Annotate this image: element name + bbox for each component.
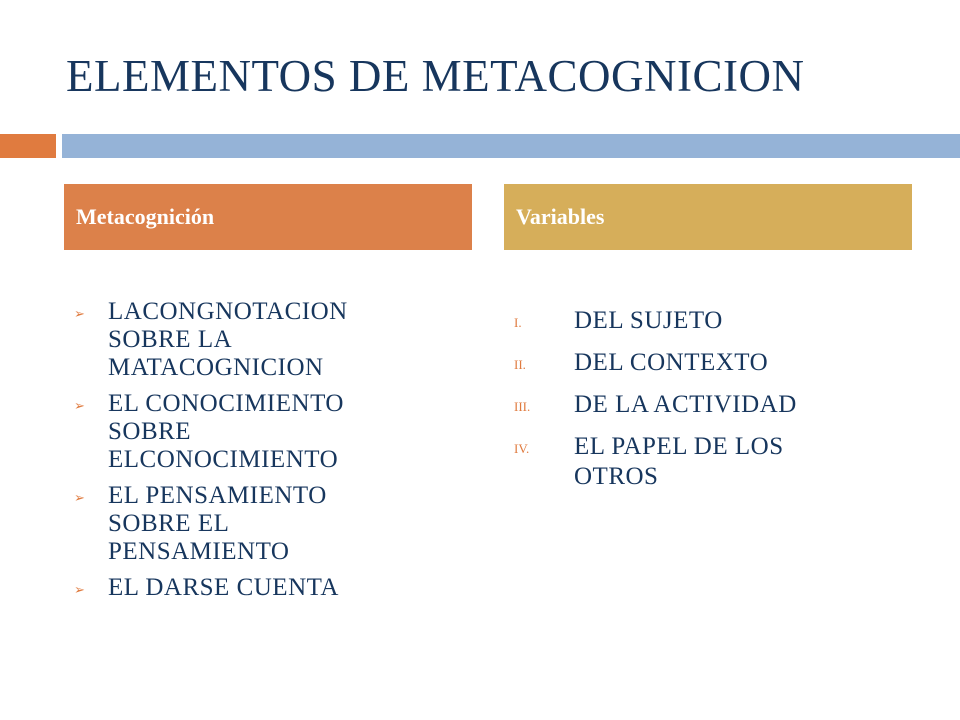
metacognicion-list-item-line: ELCONOCIMIENTO [108,446,339,473]
metacognicion-list-item-text [108,390,344,474]
variables-list-item-line: DEL SUJETO [574,307,723,334]
metacognicion-list-item-line: EL PENSAMIENTO [108,482,327,509]
variables-numbered-list [514,306,894,504]
metacognicion-list-item-text [108,298,348,382]
metacognicion-list-item-line: EL CONOCIMIENTO [108,390,344,417]
metacognicion-list-item [74,482,404,566]
variables-list-item-line: DE LA ACTIVIDAD [574,391,797,418]
variables-list-item-text [574,432,784,492]
variables-list-item-line: DEL CONTEXTO [574,349,769,376]
metacognicion-list-item [74,574,404,602]
metacognicion-list-item-line: SOBRE LA [108,326,233,353]
metacognicion-list-item-line: SOBRE EL [108,510,230,537]
slide-title: ELEMENTOS DE METACOGNICION [66,51,805,101]
metacognicion-header [64,184,472,250]
metacognicion-bullet-list [74,298,404,610]
metacognicion-header-label: Metacognición [76,204,215,229]
variables-list-item-text [574,306,723,336]
metacognicion-list-item-line: SOBRE [108,418,192,445]
variables-list-item [514,348,894,378]
arrow-bullet-icon: ➢ [74,491,85,506]
variables-header [504,184,912,250]
metacognicion-list-item-line: EL DARSE CUENTA [108,574,339,601]
metacognicion-list-item [74,390,404,474]
variables-list-item-line: EL PAPEL DE LOS [574,433,784,460]
arrow-bullet-icon: ➢ [74,583,85,598]
variables-list-item [514,432,894,492]
variables-list-item-text [574,390,797,420]
arrow-bullet-icon: ➢ [74,399,85,414]
variables-list-item-line: OTROS [574,463,659,490]
metacognicion-list-item-line: LACONGNOTACION [108,298,348,325]
metacognicion-list-item-text [108,574,339,602]
title-rule-blue [62,134,960,158]
variables-list-item [514,306,894,336]
roman-numeral-marker: I. [514,315,522,330]
metacognicion-list-item-text [108,482,327,566]
variables-list-item-text [574,348,768,378]
variables-header-label: Variables [516,204,605,229]
roman-numeral-marker: II. [514,357,526,372]
metacognicion-list-item [74,298,404,382]
arrow-bullet-icon: ➢ [74,307,85,322]
metacognicion-list-item-line: MATACOGNICION [108,354,324,381]
title-rule-orange [0,134,56,158]
variables-list-item [514,390,894,420]
metacognicion-list-item-line: PENSAMIENTO [108,538,290,565]
roman-numeral-marker: IV. [514,441,530,456]
roman-numeral-marker: III. [514,399,531,414]
